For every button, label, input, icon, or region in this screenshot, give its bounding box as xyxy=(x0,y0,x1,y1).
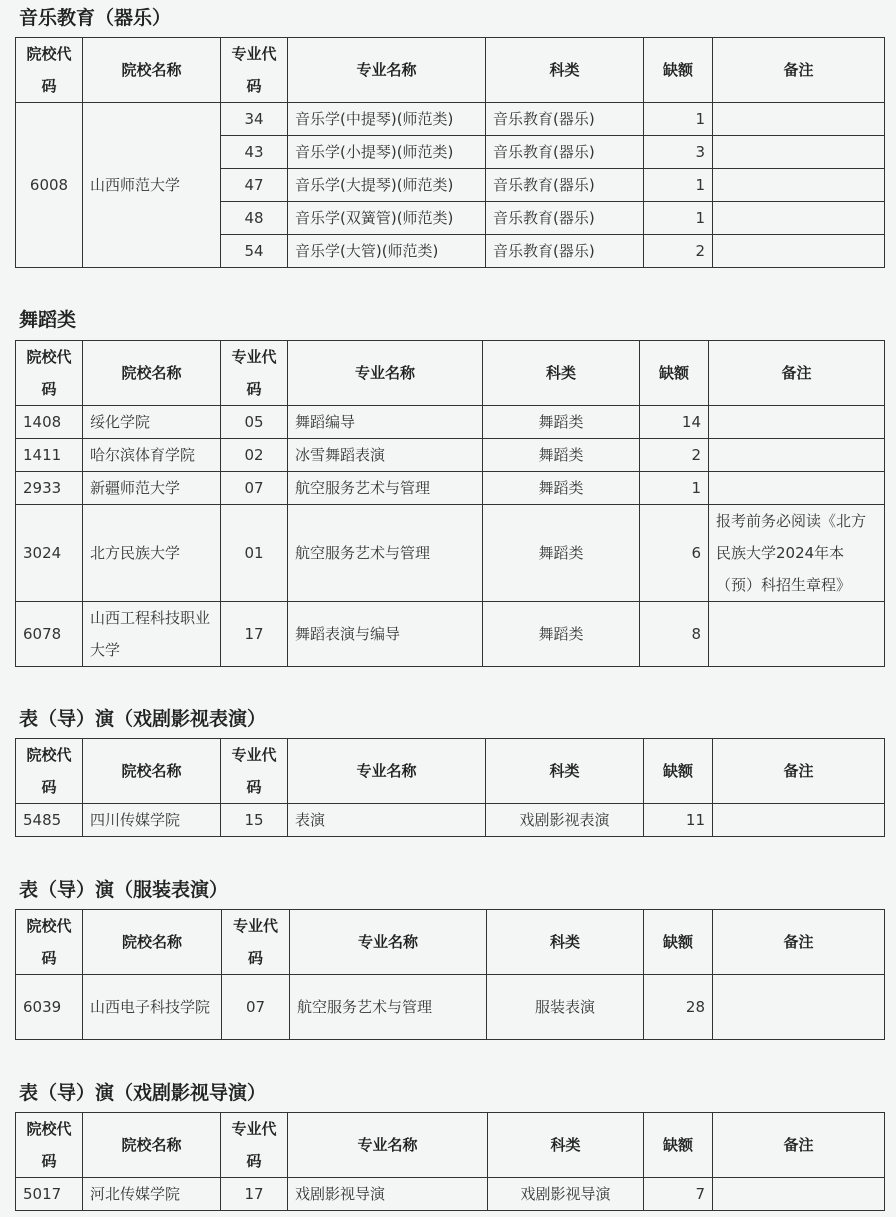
school-name-cell: 哈尔滨体育学院 xyxy=(83,439,221,472)
section-title: 舞蹈类 xyxy=(19,309,77,331)
vacancy-cell: 7 xyxy=(644,1178,713,1211)
remark-cell xyxy=(713,202,885,235)
header-major-code: 专业代码 xyxy=(221,739,288,804)
category-cell: 音乐教育(器乐) xyxy=(486,169,644,202)
table-row xyxy=(16,602,885,667)
major-code-cell: 15 xyxy=(221,804,288,837)
school-code-cell: 6039 xyxy=(16,975,83,1040)
category-cell: 音乐教育(器乐) xyxy=(486,202,644,235)
major-code-cell: 17 xyxy=(221,1178,288,1211)
header-remark: 备注 xyxy=(709,341,885,406)
vacancy-table xyxy=(15,909,885,1040)
category-cell: 音乐教育(器乐) xyxy=(486,235,644,268)
major-name-cell: 音乐学(大管)(师范类) xyxy=(288,235,486,268)
header-major-name: 专业名称 xyxy=(288,38,486,103)
header-category: 科类 xyxy=(483,341,640,406)
vacancy-cell: 1 xyxy=(640,472,709,505)
table-row xyxy=(16,505,885,602)
header-school-code: 院校代码 xyxy=(16,910,83,975)
section-title: 表（导）演（服装表演） xyxy=(19,879,229,901)
remark-cell xyxy=(713,169,885,202)
school-code-cell: 6078 xyxy=(16,602,83,667)
school-name-cell: 四川传媒学院 xyxy=(83,804,221,837)
header-category: 科类 xyxy=(487,910,644,975)
header-major-name: 专业名称 xyxy=(288,341,483,406)
section-title: 表（导）演（戏剧影视导演） xyxy=(19,1082,267,1104)
major-name-cell: 舞蹈编导 xyxy=(288,406,483,439)
school-code-cell: 1411 xyxy=(16,439,83,472)
major-name-cell: 音乐学(双簧管)(师范类) xyxy=(288,202,486,235)
major-code-cell: 07 xyxy=(221,472,288,505)
table-row xyxy=(16,103,885,136)
header-major-name: 专业名称 xyxy=(290,910,487,975)
header-school-code: 院校代码 xyxy=(16,739,83,804)
category-cell: 音乐教育(器乐) xyxy=(486,103,644,136)
vacancy-table xyxy=(15,340,885,667)
major-name-cell: 舞蹈表演与编导 xyxy=(288,602,483,667)
header-major-code: 专业代码 xyxy=(221,38,288,103)
vacancy-cell: 1 xyxy=(644,202,713,235)
school-name-cell: 山西电子科技学院 xyxy=(83,975,222,1040)
school-code-cell: 6008 xyxy=(16,103,83,268)
vacancy-cell: 28 xyxy=(644,975,713,1040)
remark-cell xyxy=(713,804,885,837)
remark-cell xyxy=(713,235,885,268)
header-major-code: 专业代码 xyxy=(222,910,290,975)
vacancy-cell: 2 xyxy=(644,235,713,268)
category-cell: 舞蹈类 xyxy=(483,472,640,505)
header-vacancy: 缺额 xyxy=(644,910,713,975)
school-name-cell: 新疆师范大学 xyxy=(83,472,221,505)
major-code-cell: 05 xyxy=(221,406,288,439)
table-row xyxy=(16,1178,885,1211)
header-school-name: 院校名称 xyxy=(83,1113,221,1178)
major-code-cell: 02 xyxy=(221,439,288,472)
header-school-code: 院校代码 xyxy=(16,341,83,406)
school-code-cell: 1408 xyxy=(16,406,83,439)
header-category: 科类 xyxy=(486,38,644,103)
major-code-cell: 47 xyxy=(221,169,288,202)
vacancy-cell: 1 xyxy=(644,103,713,136)
vacancy-cell: 14 xyxy=(640,406,709,439)
remark-cell xyxy=(709,472,885,505)
school-name-cell: 河北传媒学院 xyxy=(83,1178,221,1211)
header-school-code: 院校代码 xyxy=(16,1113,83,1178)
vacancy-cell: 6 xyxy=(640,505,709,602)
vacancy-cell: 3 xyxy=(644,136,713,169)
major-name-cell: 音乐学(小提琴)(师范类) xyxy=(288,136,486,169)
table-header-row xyxy=(16,910,885,975)
table-row xyxy=(16,439,885,472)
remark-cell xyxy=(709,406,885,439)
category-cell: 舞蹈类 xyxy=(483,505,640,602)
category-cell: 舞蹈类 xyxy=(483,439,640,472)
table-row xyxy=(16,804,885,837)
school-code-cell: 5017 xyxy=(16,1178,83,1211)
major-code-cell: 54 xyxy=(221,235,288,268)
major-code-cell: 43 xyxy=(221,136,288,169)
header-vacancy: 缺额 xyxy=(644,38,713,103)
school-code-cell: 2933 xyxy=(16,472,83,505)
header-school-name: 院校名称 xyxy=(83,739,221,804)
table-row xyxy=(16,975,885,1040)
vacancy-table xyxy=(15,1112,885,1211)
major-code-cell: 34 xyxy=(221,103,288,136)
school-name-cell: 北方民族大学 xyxy=(83,505,221,602)
remark-cell xyxy=(709,439,885,472)
remark-cell xyxy=(713,1178,885,1211)
major-code-cell: 17 xyxy=(221,602,288,667)
header-vacancy: 缺额 xyxy=(640,341,709,406)
table-header-row xyxy=(16,1113,885,1178)
table-header-row xyxy=(16,341,885,406)
header-category: 科类 xyxy=(488,1113,644,1178)
header-remark: 备注 xyxy=(713,739,885,804)
school-name-cell: 山西师范大学 xyxy=(83,103,221,268)
header-major-name: 专业名称 xyxy=(288,739,486,804)
school-code-cell: 3024 xyxy=(16,505,83,602)
major-name-cell: 航空服务艺术与管理 xyxy=(288,472,483,505)
major-name-cell: 音乐学(中提琴)(师范类) xyxy=(288,103,486,136)
category-cell: 舞蹈类 xyxy=(483,406,640,439)
remark-cell: 报考前务必阅读《北方民族大学2024年本（预）科招生章程》 xyxy=(709,505,885,602)
major-code-cell: 01 xyxy=(221,505,288,602)
table-row xyxy=(16,472,885,505)
table-row xyxy=(16,406,885,439)
major-code-cell: 48 xyxy=(221,202,288,235)
header-major-name: 专业名称 xyxy=(288,1113,488,1178)
major-name-cell: 航空服务艺术与管理 xyxy=(288,505,483,602)
header-major-code: 专业代码 xyxy=(221,341,288,406)
header-major-code: 专业代码 xyxy=(221,1113,288,1178)
vacancy-cell: 8 xyxy=(640,602,709,667)
table-header-row xyxy=(16,38,885,103)
major-name-cell: 航空服务艺术与管理 xyxy=(290,975,487,1040)
vacancy-table xyxy=(15,37,885,268)
category-cell: 音乐教育(器乐) xyxy=(486,136,644,169)
vacancy-cell: 11 xyxy=(644,804,713,837)
school-name-cell: 绥化学院 xyxy=(83,406,221,439)
vacancy-cell: 2 xyxy=(640,439,709,472)
category-cell: 服装表演 xyxy=(487,975,644,1040)
category-cell: 戏剧影视表演 xyxy=(486,804,644,837)
remark-cell xyxy=(713,136,885,169)
header-school-code: 院校代码 xyxy=(16,38,83,103)
header-vacancy: 缺额 xyxy=(644,1113,713,1178)
category-cell: 戏剧影视导演 xyxy=(488,1178,644,1211)
header-remark: 备注 xyxy=(713,910,885,975)
major-name-cell: 戏剧影视导演 xyxy=(288,1178,488,1211)
vacancy-table xyxy=(15,738,885,837)
remark-cell xyxy=(713,103,885,136)
header-vacancy: 缺额 xyxy=(644,739,713,804)
major-name-cell: 冰雪舞蹈表演 xyxy=(288,439,483,472)
header-school-name: 院校名称 xyxy=(83,38,221,103)
header-category: 科类 xyxy=(486,739,644,804)
remark-cell xyxy=(713,975,885,1040)
header-remark: 备注 xyxy=(713,1113,885,1178)
header-remark: 备注 xyxy=(713,38,885,103)
school-name-cell: 山西工程科技职业大学 xyxy=(83,602,221,667)
major-code-cell: 07 xyxy=(222,975,290,1040)
section-title: 音乐教育（器乐） xyxy=(19,7,172,29)
category-cell: 舞蹈类 xyxy=(483,602,640,667)
remark-cell xyxy=(709,602,885,667)
school-code-cell: 5485 xyxy=(16,804,83,837)
section-title: 表（导）演（戏剧影视表演） xyxy=(19,708,267,730)
major-name-cell: 表演 xyxy=(288,804,486,837)
header-school-name: 院校名称 xyxy=(83,910,222,975)
table-header-row xyxy=(16,739,885,804)
major-name-cell: 音乐学(大提琴)(师范类) xyxy=(288,169,486,202)
header-school-name: 院校名称 xyxy=(83,341,221,406)
vacancy-cell: 1 xyxy=(644,169,713,202)
